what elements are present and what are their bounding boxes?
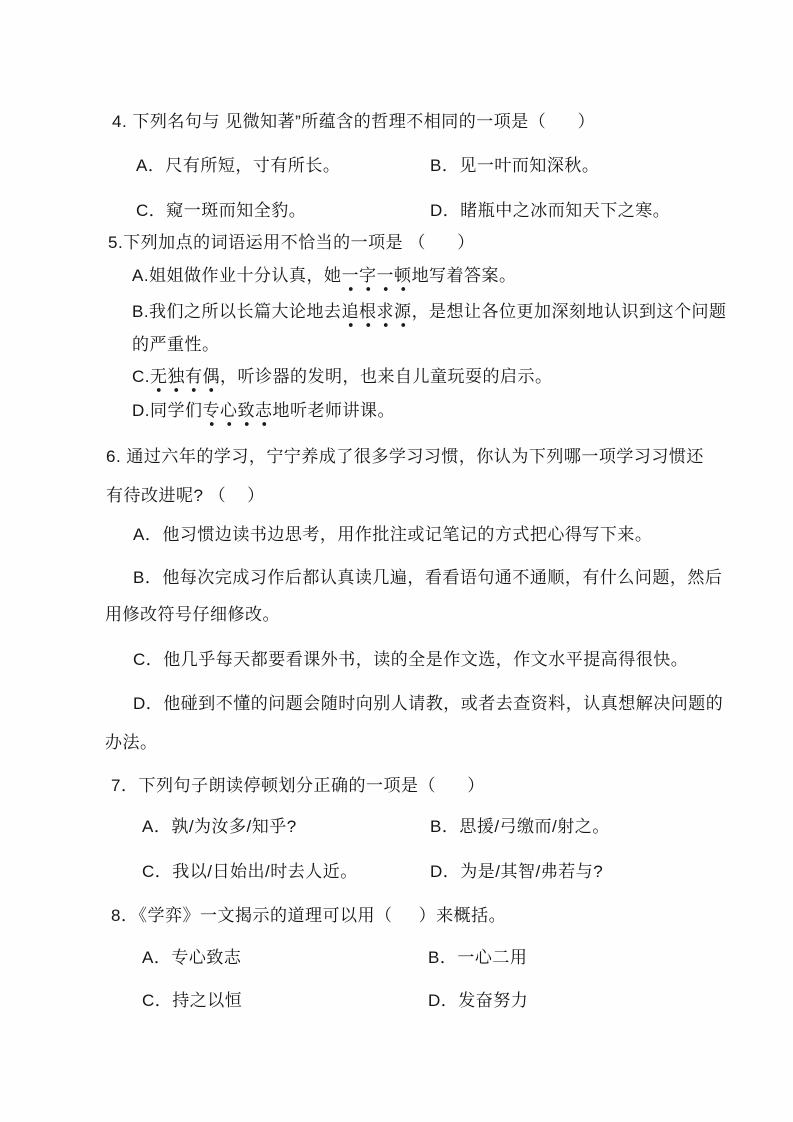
question-6-option-b-line2: 用修改符号仔细修改。 — [105, 605, 280, 624]
question-7-option-a: A．孰/为汝多/知乎? — [142, 817, 297, 836]
question-6-option-c: C．他几乎每天都要看课外书，读的全是作文选，作文水平提高得很快。 — [133, 650, 689, 669]
question-6-option-d-line2: 办法。 — [105, 733, 158, 752]
option-text: 地写着答案。 — [411, 266, 517, 285]
question-6-option-b-line1: B．他每次完成习作后都认真读几遍，看看语句通不通顺，有什么问题，然后 — [133, 568, 723, 587]
question-7-option-b: B．思援/弓缴而/射之。 — [430, 817, 610, 836]
question-4-option-d: D．睹瓶中之冰而知天下之寒。 — [430, 201, 671, 220]
question-4-option-b: B．见一叶而知深秋。 — [430, 156, 600, 175]
option-text: ，听诊器的发明，也来自儿童玩耍的启示。 — [220, 367, 553, 386]
option-text: 地听老师讲课。 — [272, 401, 395, 420]
question-4-stem: 4. 下列名句与 见微知著”所蕴含的哲理不相同的一项是（ ） — [112, 112, 596, 131]
question-5-option-a — [132, 264, 517, 288]
question-5-option-c — [132, 365, 553, 389]
option-text: A.姐姐做作业十分认真，她 — [132, 266, 342, 285]
emphasized-word: 无独有偶 — [150, 367, 220, 393]
question-7-option-d: D．为是/其智/弗若与? — [430, 862, 604, 881]
question-8-option-c: C．持之以恒 — [142, 991, 243, 1010]
question-5-option-b — [132, 300, 727, 324]
emphasized-word: 一字一顿 — [342, 266, 412, 292]
question-8-option-d: D．发奋努力 — [428, 991, 529, 1010]
option-text: B.我们之所以长篇大论地去 — [132, 302, 342, 321]
question-7-stem: 7．下列句子朗读停顿划分正确的一项是（ ） — [111, 776, 485, 795]
question-8-option-b: B．一心二用 — [428, 948, 528, 967]
question-4-option-a: A．尺有所短，寸有所长。 — [136, 156, 341, 175]
option-text: D.同学们 — [132, 401, 203, 420]
question-5-option-b-continued: 的严重性。 — [132, 335, 220, 354]
question-4-option-c: C．窥一斑而知全豹。 — [136, 201, 307, 220]
question-8-stem: 8．《学弈》一文揭示的道理可以用（ ）来概括。 — [111, 906, 507, 925]
option-text: C. — [132, 367, 150, 386]
question-6-stem-line2: 有待改进呢? （ ） — [106, 486, 265, 505]
question-8-option-a: A．专心致志 — [142, 948, 242, 967]
question-6-option-a: A．他习惯边读书边思考，用作批注或记笔记的方式把心得写下来。 — [133, 525, 653, 544]
question-6-stem-line1: 6. 通过六年的学习，宁宁养成了很多学习习惯，你认为下列哪一项学习习惯还 — [106, 447, 704, 466]
question-5-stem: 5.下列加点的词语运用不恰当的一项是 （ ） — [108, 233, 475, 252]
emphasized-word: 追根求源 — [342, 302, 412, 328]
question-6-option-d-line1: D．他碰到不懂的问题会随时向别人请教，或者去查资料，认真想解决问题的 — [133, 694, 724, 713]
question-5-option-d — [132, 399, 395, 423]
question-7-option-c: C．我以/日始出/时去人近。 — [142, 862, 358, 881]
option-text: ，是想让各位更加深刻地认识到这个问题 — [411, 302, 727, 321]
emphasized-word: 专心致志 — [203, 401, 273, 427]
